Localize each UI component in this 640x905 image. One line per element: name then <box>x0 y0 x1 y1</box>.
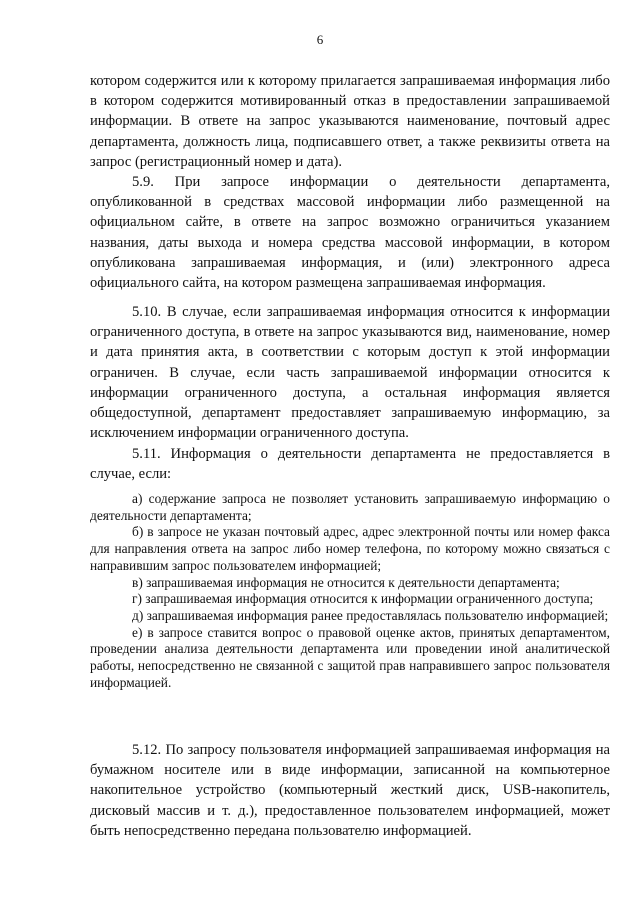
section-5-10 <box>90 302 610 443</box>
section-5-12 <box>90 740 610 841</box>
list-item-a: а) содержание запроса не позволяет установить запрашиваемую информацию о деятельности департамента; <box>90 491 610 523</box>
paragraph-5-10: 5.10. В случае, если запрашиваемая информация относится к информации ограниченного доступа, в ответе на запрос указываются вид, наименование, номер и дата принятия акта, в соответствии с которым доступ к этой информации ограничен. В случае, если часть запрашиваемой информации относится к информации ограниченного доступа, а остальная информация является общедоступной, департамент предоставляет запрашиваемую информацию, за исключением информации ограниченного доступа. <box>90 304 610 442</box>
list-item-b: б) в запросе не указан почтовый адрес, адрес электронной почты или номер факса для направления ответа на запрос либо номер телефона, по которому можно связаться с направившим запрос пользователем информацией; <box>90 524 610 573</box>
exceptions-list <box>90 491 610 691</box>
section-5-8-continuation <box>90 71 610 172</box>
list-item-g: г) запрашиваемая информация относится к информации ограниченного доступа; <box>132 591 594 607</box>
list-item-e: е) в запросе ставится вопрос о правовой оценке актов, принятых департаментом, проведении анализа деятельности департамента или проведении иной аналитической работы, непосредственно не связанной с защитой прав направившего запрос пользователя информацией. <box>90 624 610 690</box>
paragraph-5-12: 5.12. По запросу пользователя информацией запрашиваемая информация на бумажном носителе или в виде информации, записанной на компьютерное накопительное устройство (компьютерный жесткий диск, USB-накопитель, дисковый массив и т. д.), предоставленное пользователем информацией, может быть непосредственно передана пользователю информацией. <box>90 742 610 839</box>
paragraph-5-9: 5.9. При запросе информации о деятельности департамента, опубликованной в средствах массовой информации либо размещенной на официальном сайте, в ответе на запрос возможно ограничиться указанием названия, даты выхода и номера средства массовой информации, в котором опубликована запрашиваемая информация, и (или) электронного адреса официального сайта, на котором размещена запрашиваемая информация. <box>90 174 610 292</box>
paragraph-continuation: котором содержится или к которому прилагается запрашиваемая информация либо в котором содержится мотивированный отказ в предоставлении запрашиваемой информации. В ответе на запрос указываются наименование, почтовый адрес департамента, должность лица, подписавшего ответ, а также реквизиты ответа на запрос (регистрационный номер и дата). <box>90 73 610 170</box>
page-number: 6 <box>316 32 324 47</box>
section-5-11 <box>90 444 610 484</box>
list-item-v: в) запрашиваемая информация не относится к деятельности департамента; <box>132 574 560 590</box>
paragraph-5-11: 5.11. Информация о деятельности департамента не предоставляется в случае, если: <box>90 446 610 483</box>
section-5-9 <box>90 172 610 293</box>
list-item-d: д) запрашиваемая информация ранее предоставлялась пользователю информацией; <box>132 607 609 623</box>
